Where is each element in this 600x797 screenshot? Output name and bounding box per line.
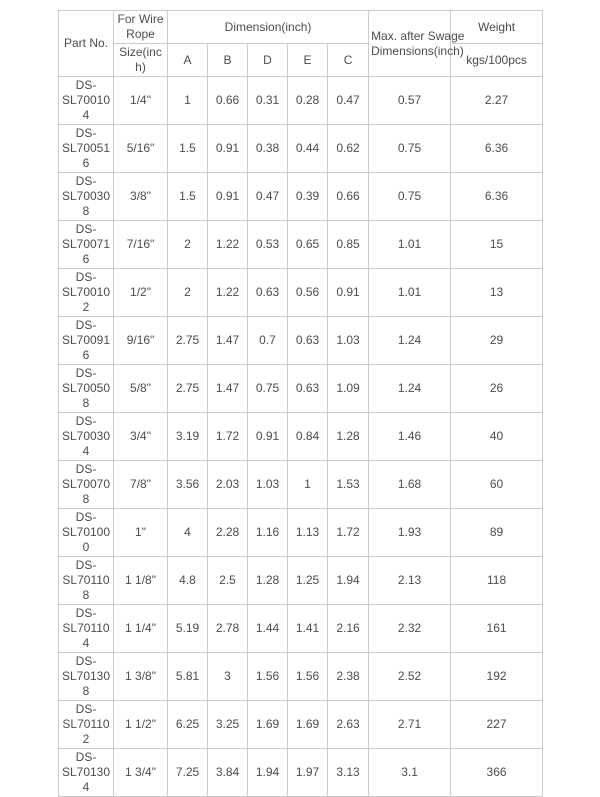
dim-e-header: E	[288, 44, 328, 77]
weight-cell: 118	[451, 557, 543, 605]
part-no-header: Part No.	[59, 11, 114, 77]
weight-cell: 6.36	[451, 173, 543, 221]
weight-cell: 29	[451, 317, 543, 365]
part-no-cell: DS-SL700508	[59, 365, 114, 413]
table-row	[59, 461, 543, 509]
table-row	[59, 221, 543, 269]
dim-c-cell: 0.62	[328, 125, 369, 173]
dim-c-cell: 1.09	[328, 365, 369, 413]
dim-b-cell: 1.72	[208, 413, 248, 461]
table-row	[59, 173, 543, 221]
size-cell: 9/16"	[114, 317, 168, 365]
max-swage-header-line1: Max. after Swage	[371, 28, 465, 43]
dim-e-cell: 0.44	[288, 125, 328, 173]
table-row	[59, 365, 543, 413]
part-no-cell: DS-SL701108	[59, 557, 114, 605]
size-cell: 1 1/2"	[114, 701, 168, 749]
dim-e-cell: 1.97	[288, 749, 328, 797]
max-swage-cell: 0.75	[369, 173, 451, 221]
size-cell: 1 1/8"	[114, 557, 168, 605]
dim-e-cell: 0.65	[288, 221, 328, 269]
dim-b-cell: 2.5	[208, 557, 248, 605]
weight-cell: 60	[451, 461, 543, 509]
dim-b-cell: 2.03	[208, 461, 248, 509]
max-swage-header-line2: Dimensions(inch)	[371, 43, 464, 58]
dim-b-cell: 1.47	[208, 317, 248, 365]
dim-d-cell: 0.63	[248, 269, 288, 317]
size-cell: 1/4"	[114, 77, 168, 125]
dim-c-cell: 1.03	[328, 317, 369, 365]
header-row-2	[59, 44, 543, 77]
max-swage-cell: 2.32	[369, 605, 451, 653]
dim-c-cell: 1.72	[328, 509, 369, 557]
dim-a-cell: 6.25	[168, 701, 208, 749]
dim-a-cell: 1	[168, 77, 208, 125]
weight-cell: 161	[451, 605, 543, 653]
dim-b-cell: 1.47	[208, 365, 248, 413]
weight-header: Weight	[451, 11, 543, 44]
part-no-cell: DS-SL701304	[59, 749, 114, 797]
part-no-cell: DS-SL701000	[59, 509, 114, 557]
dim-d-cell: 1.94	[248, 749, 288, 797]
dim-d-cell: 1.28	[248, 557, 288, 605]
dim-d-cell: 0.7	[248, 317, 288, 365]
dim-b-cell: 3.25	[208, 701, 248, 749]
weight-cell: 366	[451, 749, 543, 797]
size-cell: 7/8"	[114, 461, 168, 509]
weight-cell: 26	[451, 365, 543, 413]
size-cell: 7/16"	[114, 221, 168, 269]
dim-c-cell: 2.63	[328, 701, 369, 749]
dim-e-cell: 1.69	[288, 701, 328, 749]
size-cell: 1"	[114, 509, 168, 557]
table-row	[59, 269, 543, 317]
dim-b-header: B	[208, 44, 248, 77]
dim-d-cell: 0.53	[248, 221, 288, 269]
max-swage-cell: 1.46	[369, 413, 451, 461]
dim-a-cell: 2	[168, 221, 208, 269]
max-swage-cell: 0.75	[369, 125, 451, 173]
part-no-cell: DS-SL700104	[59, 77, 114, 125]
dim-d-header: D	[248, 44, 288, 77]
part-no-cell: DS-SL701102	[59, 701, 114, 749]
dim-b-cell: 3.84	[208, 749, 248, 797]
part-no-cell: DS-SL700304	[59, 413, 114, 461]
dim-e-cell: 0.84	[288, 413, 328, 461]
dim-a-cell: 3.56	[168, 461, 208, 509]
dim-a-cell: 4	[168, 509, 208, 557]
part-no-cell: DS-SL700102	[59, 269, 114, 317]
dim-c-cell: 1.94	[328, 557, 369, 605]
part-no-cell: DS-SL700516	[59, 125, 114, 173]
dim-a-cell: 2.75	[168, 317, 208, 365]
dim-e-cell: 1	[288, 461, 328, 509]
max-swage-cell: 3.1	[369, 749, 451, 797]
max-swage-cell: 1.68	[369, 461, 451, 509]
dim-d-cell: 0.47	[248, 173, 288, 221]
dim-a-cell: 2	[168, 269, 208, 317]
dim-d-cell: 0.75	[248, 365, 288, 413]
size-cell: 1/2"	[114, 269, 168, 317]
max-swage-header	[369, 11, 465, 77]
table-row	[59, 749, 543, 797]
dim-c-header: C	[328, 44, 369, 77]
dim-c-cell: 1.53	[328, 461, 369, 509]
weight-cell: 2.27	[451, 77, 543, 125]
dim-e-cell: 1.56	[288, 653, 328, 701]
weight-cell: 40	[451, 413, 543, 461]
dim-b-cell: 1.22	[208, 269, 248, 317]
dim-e-cell: 1.25	[288, 557, 328, 605]
dim-b-cell: 2.28	[208, 509, 248, 557]
wire-rope-header: For Wire Rope	[114, 11, 168, 44]
dim-c-cell: 0.91	[328, 269, 369, 317]
table-body	[59, 77, 543, 797]
size-header: Size(inch)	[114, 44, 168, 77]
weight-cell: 192	[451, 653, 543, 701]
dim-b-cell: 1.22	[208, 221, 248, 269]
size-cell: 3/4"	[114, 413, 168, 461]
max-swage-cell: 1.01	[369, 269, 451, 317]
dim-e-cell: 1.41	[288, 605, 328, 653]
table-row	[59, 557, 543, 605]
dim-a-cell: 3.19	[168, 413, 208, 461]
weight-unit-header: kgs/100pcs	[451, 44, 543, 77]
part-no-cell: DS-SL700716	[59, 221, 114, 269]
dim-b-cell: 2.78	[208, 605, 248, 653]
part-no-cell: DS-SL701104	[59, 605, 114, 653]
size-cell: 1 1/4"	[114, 605, 168, 653]
dim-c-cell: 2.16	[328, 605, 369, 653]
dim-a-cell: 5.81	[168, 653, 208, 701]
dim-a-cell: 2.75	[168, 365, 208, 413]
dim-d-cell: 1.16	[248, 509, 288, 557]
dim-c-cell: 2.38	[328, 653, 369, 701]
size-cell: 3/8"	[114, 173, 168, 221]
dim-d-cell: 0.31	[248, 77, 288, 125]
part-no-cell: DS-SL700708	[59, 461, 114, 509]
part-no-cell: DS-SL700308	[59, 173, 114, 221]
max-swage-cell: 1.01	[369, 221, 451, 269]
dim-d-cell: 0.91	[248, 413, 288, 461]
max-swage-cell: 1.24	[369, 365, 451, 413]
dim-a-cell: 7.25	[168, 749, 208, 797]
max-swage-cell: 2.52	[369, 653, 451, 701]
table-row	[59, 125, 543, 173]
dim-a-cell: 4.8	[168, 557, 208, 605]
dim-e-cell: 0.56	[288, 269, 328, 317]
max-swage-cell: 0.57	[369, 77, 451, 125]
max-swage-cell: 1.24	[369, 317, 451, 365]
dim-a-cell: 5.19	[168, 605, 208, 653]
size-cell: 1 3/4"	[114, 749, 168, 797]
size-cell: 1 3/8"	[114, 653, 168, 701]
dim-c-cell: 3.13	[328, 749, 369, 797]
size-cell: 5/8"	[114, 365, 168, 413]
dim-a-header: A	[168, 44, 208, 77]
dim-a-cell: 1.5	[168, 125, 208, 173]
dim-e-cell: 0.28	[288, 77, 328, 125]
dim-e-cell: 1.13	[288, 509, 328, 557]
dim-e-cell: 0.63	[288, 317, 328, 365]
dim-c-cell: 1.28	[328, 413, 369, 461]
dim-e-cell: 0.63	[288, 365, 328, 413]
dim-a-cell: 1.5	[168, 173, 208, 221]
table-row	[59, 605, 543, 653]
dim-c-cell: 0.47	[328, 77, 369, 125]
part-no-cell: DS-SL700916	[59, 317, 114, 365]
dim-d-cell: 1.44	[248, 605, 288, 653]
part-no-cell: DS-SL701308	[59, 653, 114, 701]
dim-d-cell: 1.56	[248, 653, 288, 701]
dim-b-cell: 0.91	[208, 173, 248, 221]
table-row	[59, 701, 543, 749]
weight-cell: 227	[451, 701, 543, 749]
dim-c-cell: 0.66	[328, 173, 369, 221]
max-swage-cell: 2.71	[369, 701, 451, 749]
max-swage-cell: 2.13	[369, 557, 451, 605]
weight-cell: 6.36	[451, 125, 543, 173]
table-row	[59, 653, 543, 701]
dim-e-cell: 0.39	[288, 173, 328, 221]
table-row	[59, 509, 543, 557]
dim-d-cell: 1.69	[248, 701, 288, 749]
weight-cell: 13	[451, 269, 543, 317]
table-row	[59, 317, 543, 365]
table-row	[59, 77, 543, 125]
dim-d-cell: 1.03	[248, 461, 288, 509]
weight-cell: 15	[451, 221, 543, 269]
size-cell: 5/16"	[114, 125, 168, 173]
table-header	[59, 11, 543, 77]
spec-table	[58, 10, 543, 797]
dim-b-cell: 3	[208, 653, 248, 701]
dim-b-cell: 0.91	[208, 125, 248, 173]
header-row-1	[59, 11, 543, 44]
max-swage-cell: 1.93	[369, 509, 451, 557]
dim-b-cell: 0.66	[208, 77, 248, 125]
dimension-group-header: Dimension(inch)	[168, 11, 369, 44]
table-row	[59, 413, 543, 461]
dim-d-cell: 0.38	[248, 125, 288, 173]
dim-c-cell: 0.85	[328, 221, 369, 269]
weight-cell: 89	[451, 509, 543, 557]
